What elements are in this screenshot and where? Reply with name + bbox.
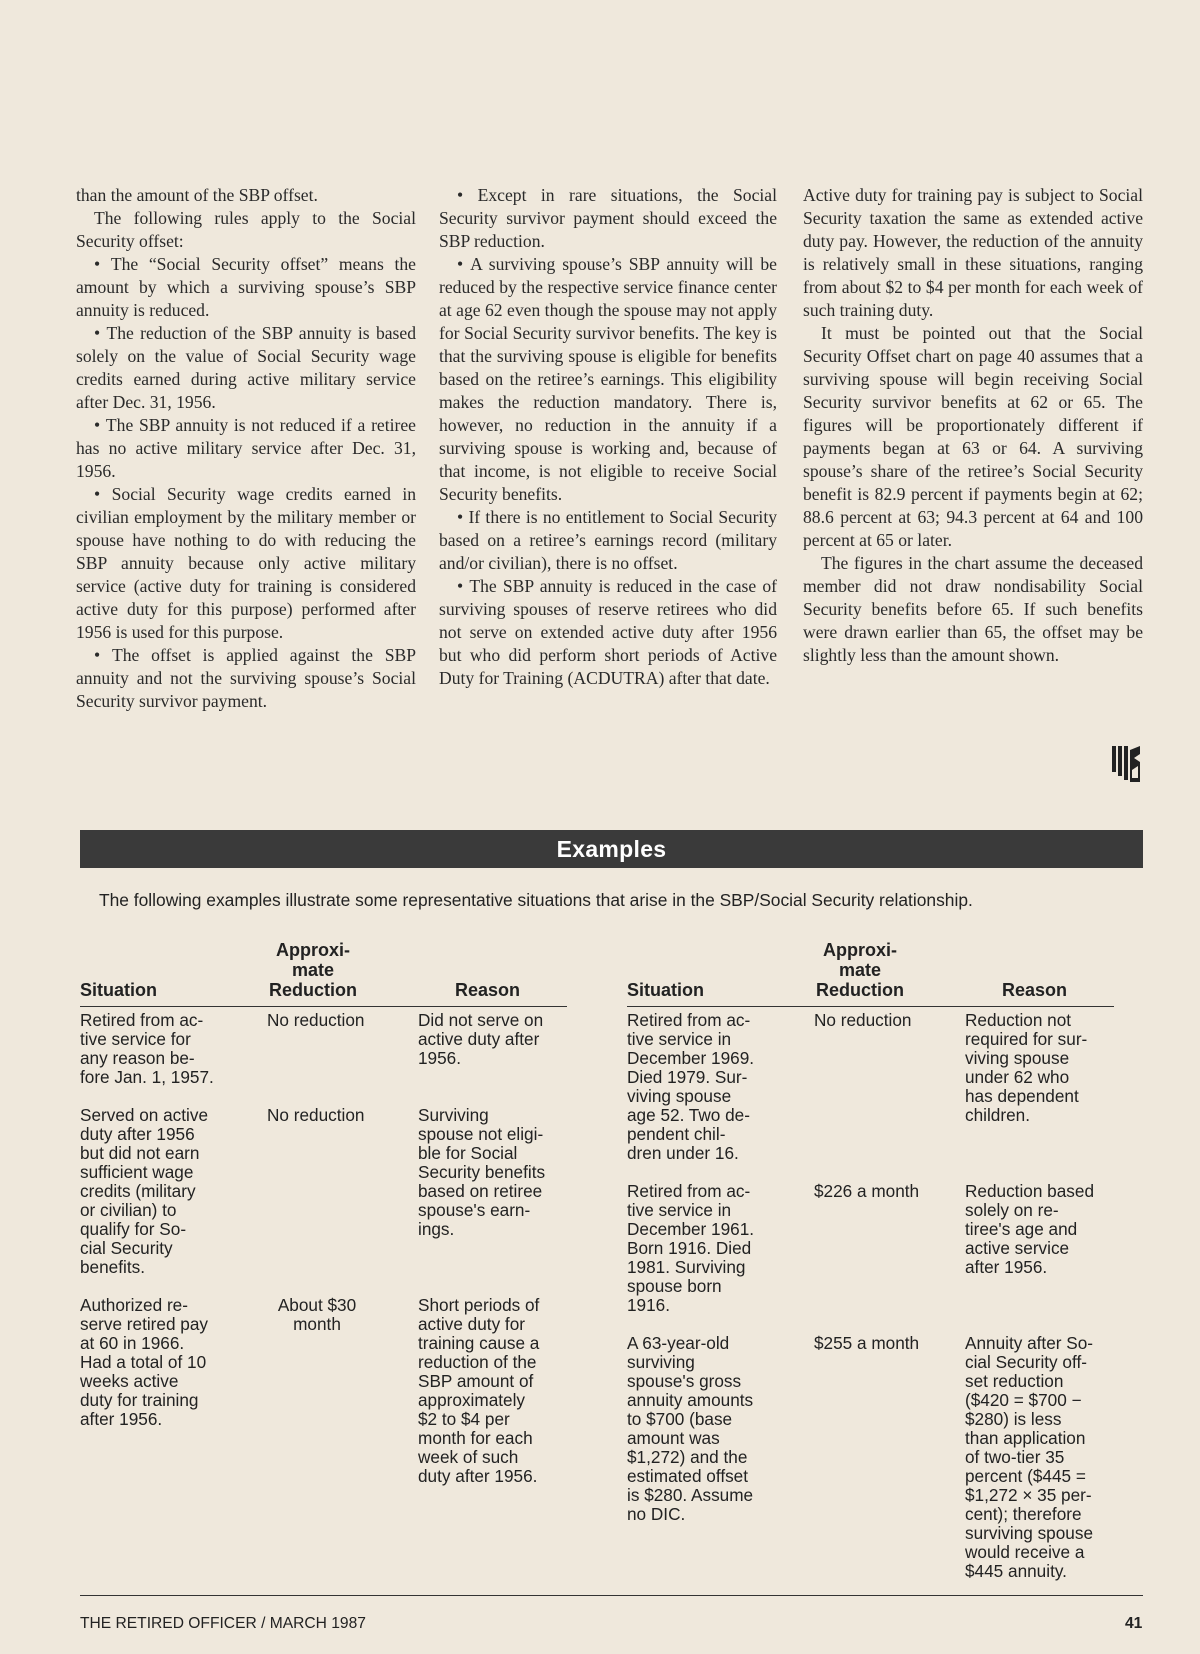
bullet-paragraph: • The reduction of the SBP annuity is based solely on the value of Social Security wage credits earned during active military service after Dec. 31, 1956.: [76, 322, 416, 414]
header-reason: Reason: [455, 980, 521, 1000]
bullet-paragraph: • If there is no entitlement to Social Security based on a retiree’s earnings record (military and/or civilian), there is no offset.: [439, 506, 777, 575]
paragraph: It must be pointed out that the Social Security Offset chart on page 40 assumes that a surviving spouse will begin receiving Social Security survivor benefits at 62 or 65. The figures will be proportionately different if payments began at 63 or 64. A surviving spouse’s share of the retiree’s Social Security benefit is 82.9 percent if payments begin at 62; 88.6 percent at 63; 94.3 percent at 64 and 100 percent at 65 or later.: [803, 323, 1143, 550]
header-reason: Reason: [1002, 980, 1068, 1000]
article-column-3: [803, 184, 1143, 667]
footer-publication: THE RETIRED OFFICER / MARCH 1987: [80, 1615, 366, 1632]
cell-reduction: About $30 month: [277, 1295, 357, 1334]
article-column-1: [76, 184, 416, 713]
cell-reason: Reduction based solely on re- tiree's age and active service after 1956.: [965, 1181, 1094, 1277]
cell-reason: Did not serve on active duty after 1956.: [418, 1010, 544, 1068]
cell-reason: Annuity after So- cial Security off- set reduction ($420 = $700 − $280) is less than application of two-tier 35 percent ($445 = $1,272 × 35 per- cent); therefore surviving spouse would receive a $445 annuity.: [965, 1333, 1094, 1581]
cell-reduction: No reduction: [267, 1105, 365, 1125]
examples-table-left: [80, 938, 567, 1486]
header-reduction: Approxi- mate Reduction: [816, 940, 904, 1000]
cell-situation: A 63-year-old surviving spouse's gross annuity amounts to $700 (base amount was $1,272) and the estimated offset is $280. Assume no DIC.: [627, 1333, 754, 1524]
bullet-paragraph: • The offset is applied against the SBP annuity and not the surviving spouse’s Social Security survivor payment.: [76, 644, 416, 713]
cell-reason: Reduction not required for sur- viving spouse under 62 who has dependent children.: [965, 1010, 1088, 1125]
cell-situation: Retired from ac- tive service in December 1961. Born 1916. Died 1981. Surviving spouse born 1916.: [627, 1181, 755, 1315]
header-situation: Situation: [80, 980, 157, 1000]
cell-reduction: $255 a month: [814, 1333, 920, 1353]
publication-logo-icon: [1110, 744, 1142, 784]
bullet-paragraph: • Except in rare situations, the Social Security survivor payment should exceed the SBP reduction.: [439, 184, 777, 253]
bullet-paragraph: • The SBP annuity is not reduced if a retiree has no active military service after Dec. 31, 1956.: [76, 414, 416, 483]
paragraph: The following rules apply to the Social Security offset:: [76, 208, 416, 251]
cell-reason: Short periods of active duty for training cause a reduction of the SBP amount of approximately $2 to $4 per month for each week of such duty after 1956.: [418, 1295, 540, 1486]
cell-reason: Surviving spouse not eligi- ble for Social Security benefits based on retiree spouse's earn- ings.: [418, 1105, 546, 1239]
cell-situation: Retired from ac- tive service in December 1969. Died 1979. Sur- viving spouse age 52. Two de- pendent chil- dren under 16.: [627, 1010, 755, 1163]
table-header: [80, 938, 567, 1007]
cell-reduction: $226 a month: [814, 1181, 920, 1201]
paragraph: The figures in the chart assume the deceased member did not draw nondisability Social Security benefits before 65. If such benefits were drawn earlier than 65, the offset may be slightly less than the amount shown.: [803, 553, 1143, 665]
cell-situation: Served on active duty after 1956 but did not earn sufficient wage credits (military or civilian) to qualify for So- cial Security benefits.: [80, 1105, 209, 1277]
examples-title: Examples: [556, 835, 667, 862]
examples-intro: The following examples illustrate some representative situations that arise in the SBP/Social Security relationship.: [99, 890, 973, 910]
table-header: [627, 938, 1114, 1007]
article-column-2: [439, 184, 777, 690]
bullet-paragraph: • Social Security wage credits earned in civilian employment by the military member or spouse have nothing to do with reducing the SBP annuity because only active military service (active duty for training is considered active duty for this purpose) performed after 1956 is used for this purpose.: [76, 483, 416, 644]
header-reduction: Approxi- mate Reduction: [269, 940, 357, 1000]
examples-table-right: [627, 938, 1114, 1581]
paragraph: than the amount of the SBP offset.: [76, 185, 318, 205]
header-situation: Situation: [627, 980, 704, 1000]
bottom-divider: [80, 1595, 1143, 1596]
bullet-paragraph: • The SBP annuity is reduced in the case of surviving spouses of reserve retirees who did not serve on extended active duty after 1956 but who did perform short periods of Active Duty for Training (ACDUTRA) after that date.: [439, 575, 777, 690]
page-number: 41: [1125, 1615, 1143, 1632]
bullet-paragraph: • A surviving spouse’s SBP annuity will be reduced by the respective service finance center at age 62 even though the spouse may not apply for Social Security survivor benefits. The key is that the surviving spouse is eligible for benefits based on the retiree’s earnings. This eligibility makes the reduction mandatory. There is, however, no reduction in the annuity if a surviving spouse is working and, because of that income, is not eligible to receive Social Security benefits.: [439, 253, 777, 506]
paragraph: Active duty for training pay is subject to Social Security taxation the same as extended active duty pay. However, the reduction of the annuity is relatively small in these situations, ranging from about $2 to $4 per month for each week of such training duty.: [803, 185, 1143, 320]
examples-banner: [80, 830, 1143, 868]
cell-situation: Retired from ac- tive service for any reason be- fore Jan. 1, 1957.: [80, 1010, 214, 1087]
cell-situation: Authorized re- serve retired pay at 60 in 1966. Had a total of 10 weeks active duty for training after 1956.: [80, 1295, 209, 1429]
cell-reduction: No reduction: [267, 1010, 365, 1030]
cell-reduction: No reduction: [814, 1010, 912, 1030]
bullet-paragraph: • The “Social Security offset” means the amount by which a surviving spouse’s SBP annuity is reduced.: [76, 253, 416, 322]
